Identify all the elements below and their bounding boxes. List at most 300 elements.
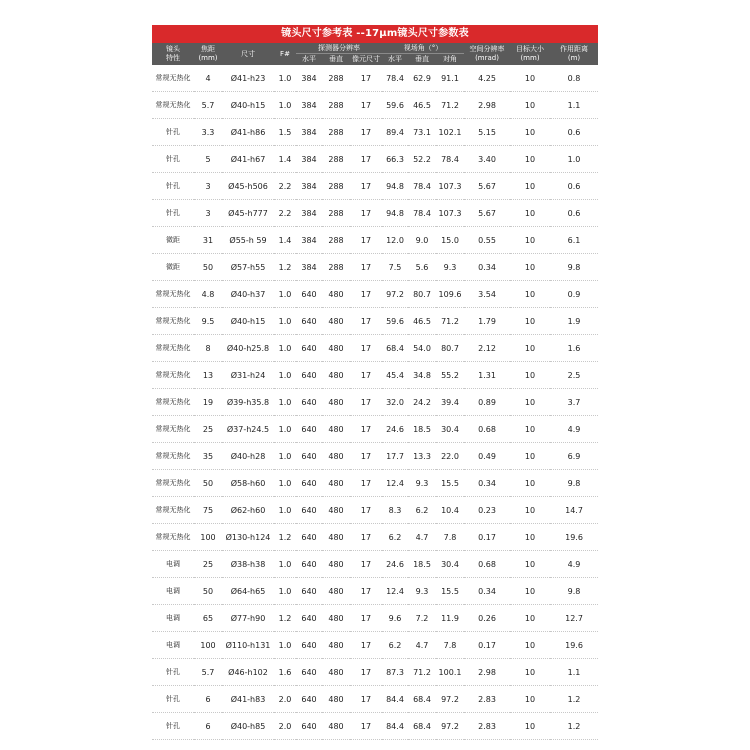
cell-fov-v: 6.2 bbox=[408, 497, 436, 524]
cell-focal: 100 bbox=[194, 632, 222, 659]
cell-fnum: 2.2 bbox=[274, 173, 296, 200]
cell-fov-v: 46.5 bbox=[408, 308, 436, 335]
cell-fov-h: 9.6 bbox=[382, 605, 408, 632]
cell-fov-d: 10.4 bbox=[436, 497, 464, 524]
cell-detector-h: 640 bbox=[296, 659, 322, 686]
cell-size: Ø39-h35.8 bbox=[222, 389, 274, 416]
cell-fov-h: 59.6 bbox=[382, 308, 408, 335]
cell-spatial: 1.31 bbox=[464, 362, 510, 389]
cell-focal: 8 bbox=[194, 335, 222, 362]
cell-detector-v: 288 bbox=[322, 92, 350, 119]
cell-detector-v: 480 bbox=[322, 416, 350, 443]
cell-fnum: 1.2 bbox=[274, 605, 296, 632]
cell-size: Ø130-h124 bbox=[222, 524, 274, 551]
cell-focal: 4.8 bbox=[194, 281, 222, 308]
cell-fov-d: 97.2 bbox=[436, 686, 464, 713]
cell-range: 14.7 bbox=[550, 497, 598, 524]
cell-detector-h: 640 bbox=[296, 578, 322, 605]
cell-focal: 35 bbox=[194, 443, 222, 470]
cell-range: 0.6 bbox=[550, 119, 598, 146]
cell-fov-h: 32.0 bbox=[382, 389, 408, 416]
cell-fnum: 1.0 bbox=[274, 281, 296, 308]
cell-fnum: 1.0 bbox=[274, 551, 296, 578]
cell-range: 2.5 bbox=[550, 362, 598, 389]
table-row bbox=[152, 308, 598, 335]
cell-size: Ø31-h24 bbox=[222, 362, 274, 389]
table-row bbox=[152, 173, 598, 200]
cell-range: 4.9 bbox=[550, 551, 598, 578]
cell-fnum: 1.4 bbox=[274, 227, 296, 254]
cell-detector-h: 384 bbox=[296, 92, 322, 119]
cell-spatial: 4.25 bbox=[464, 65, 510, 92]
cell-detector-h: 640 bbox=[296, 713, 322, 740]
cell-type: 常规无热化 bbox=[152, 443, 194, 470]
cell-range: 1.1 bbox=[550, 92, 598, 119]
cell-fnum: 1.0 bbox=[274, 416, 296, 443]
cell-focal: 5 bbox=[194, 146, 222, 173]
cell-focal: 100 bbox=[194, 524, 222, 551]
cell-detector-h: 384 bbox=[296, 173, 322, 200]
cell-focal: 25 bbox=[194, 416, 222, 443]
cell-size: Ø64-h65 bbox=[222, 578, 274, 605]
cell-fov-d: 15.0 bbox=[436, 227, 464, 254]
cell-target: 10 bbox=[510, 362, 550, 389]
cell-fov-d: 91.1 bbox=[436, 65, 464, 92]
cell-detector-v: 480 bbox=[322, 659, 350, 686]
cell-target: 10 bbox=[510, 470, 550, 497]
cell-spatial: 0.26 bbox=[464, 605, 510, 632]
cell-spatial: 0.68 bbox=[464, 416, 510, 443]
cell-size: Ø38-h38 bbox=[222, 551, 274, 578]
cell-focal: 5.7 bbox=[194, 659, 222, 686]
cell-focal: 31 bbox=[194, 227, 222, 254]
cell-range: 9.8 bbox=[550, 578, 598, 605]
cell-spatial: 0.17 bbox=[464, 632, 510, 659]
table-row bbox=[152, 281, 598, 308]
cell-fov-h: 45.4 bbox=[382, 362, 408, 389]
cell-fov-v: 34.8 bbox=[408, 362, 436, 389]
cell-detector-v: 480 bbox=[322, 497, 350, 524]
cell-pixel: 17 bbox=[350, 416, 382, 443]
cell-spatial: 0.34 bbox=[464, 254, 510, 281]
cell-fov-h: 66.3 bbox=[382, 146, 408, 173]
header-fov-h: 水平 bbox=[382, 54, 408, 66]
cell-fnum: 1.0 bbox=[274, 335, 296, 362]
cell-detector-v: 288 bbox=[322, 254, 350, 281]
table-row bbox=[152, 632, 598, 659]
lens-spec-table bbox=[152, 43, 598, 740]
cell-detector-v: 288 bbox=[322, 173, 350, 200]
cell-target: 10 bbox=[510, 227, 550, 254]
cell-fov-h: 6.2 bbox=[382, 524, 408, 551]
cell-detector-h: 384 bbox=[296, 200, 322, 227]
table-row bbox=[152, 659, 598, 686]
cell-detector-h: 640 bbox=[296, 497, 322, 524]
cell-type: 常规无热化 bbox=[152, 470, 194, 497]
cell-size: Ø37-h24.5 bbox=[222, 416, 274, 443]
cell-focal: 65 bbox=[194, 605, 222, 632]
cell-fov-d: 7.8 bbox=[436, 524, 464, 551]
cell-size: Ø57-h55 bbox=[222, 254, 274, 281]
cell-pixel: 17 bbox=[350, 632, 382, 659]
cell-type: 常规无热化 bbox=[152, 308, 194, 335]
cell-fov-h: 89.4 bbox=[382, 119, 408, 146]
cell-target: 10 bbox=[510, 389, 550, 416]
cell-spatial: 2.98 bbox=[464, 659, 510, 686]
table-row bbox=[152, 524, 598, 551]
cell-range: 0.6 bbox=[550, 200, 598, 227]
cell-fov-h: 97.2 bbox=[382, 281, 408, 308]
header-fov: 视场角（°） bbox=[382, 43, 464, 54]
cell-type: 针孔 bbox=[152, 119, 194, 146]
header-detector-v: 垂直 bbox=[322, 54, 350, 66]
table-body bbox=[152, 65, 598, 740]
cell-focal: 25 bbox=[194, 551, 222, 578]
table-row bbox=[152, 65, 598, 92]
cell-fnum: 1.0 bbox=[274, 362, 296, 389]
cell-pixel: 17 bbox=[350, 443, 382, 470]
cell-target: 10 bbox=[510, 416, 550, 443]
cell-fnum: 2.2 bbox=[274, 200, 296, 227]
cell-detector-h: 640 bbox=[296, 632, 322, 659]
cell-detector-v: 480 bbox=[322, 308, 350, 335]
cell-pixel: 17 bbox=[350, 335, 382, 362]
cell-fnum: 1.0 bbox=[274, 443, 296, 470]
cell-pixel: 17 bbox=[350, 713, 382, 740]
cell-fov-d: 71.2 bbox=[436, 308, 464, 335]
cell-detector-h: 640 bbox=[296, 308, 322, 335]
cell-fov-h: 68.4 bbox=[382, 335, 408, 362]
cell-fov-v: 78.4 bbox=[408, 173, 436, 200]
cell-spatial: 5.67 bbox=[464, 200, 510, 227]
cell-detector-h: 640 bbox=[296, 389, 322, 416]
cell-pixel: 17 bbox=[350, 254, 382, 281]
header-spatial: 空间分辨率 (mrad) bbox=[464, 43, 510, 65]
table-row bbox=[152, 443, 598, 470]
cell-detector-h: 640 bbox=[296, 470, 322, 497]
cell-fnum: 1.0 bbox=[274, 632, 296, 659]
cell-fov-d: 107.3 bbox=[436, 173, 464, 200]
cell-fov-d: 11.9 bbox=[436, 605, 464, 632]
cell-size: Ø110-h131 bbox=[222, 632, 274, 659]
cell-spatial: 2.83 bbox=[464, 713, 510, 740]
cell-detector-h: 640 bbox=[296, 686, 322, 713]
cell-fnum: 1.4 bbox=[274, 146, 296, 173]
cell-fov-h: 78.4 bbox=[382, 65, 408, 92]
cell-range: 3.7 bbox=[550, 389, 598, 416]
cell-type: 电调 bbox=[152, 578, 194, 605]
cell-detector-v: 480 bbox=[322, 632, 350, 659]
cell-fov-h: 84.4 bbox=[382, 713, 408, 740]
cell-detector-h: 640 bbox=[296, 335, 322, 362]
cell-fov-v: 68.4 bbox=[408, 686, 436, 713]
cell-fov-h: 12.4 bbox=[382, 578, 408, 605]
cell-range: 1.1 bbox=[550, 659, 598, 686]
cell-focal: 19 bbox=[194, 389, 222, 416]
cell-fov-h: 24.6 bbox=[382, 551, 408, 578]
cell-detector-v: 480 bbox=[322, 281, 350, 308]
table-row bbox=[152, 578, 598, 605]
cell-spatial: 0.34 bbox=[464, 470, 510, 497]
cell-pixel: 17 bbox=[350, 200, 382, 227]
cell-target: 10 bbox=[510, 281, 550, 308]
cell-pixel: 17 bbox=[350, 173, 382, 200]
cell-size: Ø40-h15 bbox=[222, 92, 274, 119]
cell-fov-d: 80.7 bbox=[436, 335, 464, 362]
cell-fnum: 2.0 bbox=[274, 713, 296, 740]
cell-size: Ø62-h60 bbox=[222, 497, 274, 524]
cell-fov-d: 7.8 bbox=[436, 632, 464, 659]
cell-range: 1.0 bbox=[550, 146, 598, 173]
cell-type: 针孔 bbox=[152, 713, 194, 740]
cell-size: Ø41-h83 bbox=[222, 686, 274, 713]
table-row bbox=[152, 470, 598, 497]
cell-range: 0.8 bbox=[550, 65, 598, 92]
cell-range: 9.8 bbox=[550, 254, 598, 281]
cell-fov-h: 7.5 bbox=[382, 254, 408, 281]
cell-pixel: 17 bbox=[350, 119, 382, 146]
cell-size: Ø41-h23 bbox=[222, 65, 274, 92]
cell-fov-d: 97.2 bbox=[436, 713, 464, 740]
cell-spatial: 0.68 bbox=[464, 551, 510, 578]
cell-detector-v: 480 bbox=[322, 578, 350, 605]
cell-detector-h: 640 bbox=[296, 443, 322, 470]
cell-range: 1.9 bbox=[550, 308, 598, 335]
cell-pixel: 17 bbox=[350, 470, 382, 497]
cell-range: 0.9 bbox=[550, 281, 598, 308]
cell-size: Ø40-h28 bbox=[222, 443, 274, 470]
cell-type: 常规无热化 bbox=[152, 335, 194, 362]
cell-focal: 13 bbox=[194, 362, 222, 389]
cell-target: 10 bbox=[510, 254, 550, 281]
cell-spatial: 5.15 bbox=[464, 119, 510, 146]
cell-fov-h: 8.3 bbox=[382, 497, 408, 524]
cell-detector-v: 288 bbox=[322, 200, 350, 227]
cell-pixel: 17 bbox=[350, 308, 382, 335]
cell-fnum: 1.2 bbox=[274, 254, 296, 281]
table-row bbox=[152, 254, 598, 281]
cell-fnum: 1.0 bbox=[274, 308, 296, 335]
cell-fov-h: 87.3 bbox=[382, 659, 408, 686]
cell-pixel: 17 bbox=[350, 281, 382, 308]
table-row bbox=[152, 686, 598, 713]
cell-fov-h: 84.4 bbox=[382, 686, 408, 713]
cell-pixel: 17 bbox=[350, 686, 382, 713]
cell-type: 常规无热化 bbox=[152, 497, 194, 524]
cell-detector-v: 480 bbox=[322, 686, 350, 713]
cell-detector-v: 480 bbox=[322, 551, 350, 578]
cell-range: 6.1 bbox=[550, 227, 598, 254]
cell-detector-h: 384 bbox=[296, 254, 322, 281]
cell-spatial: 0.89 bbox=[464, 389, 510, 416]
cell-size: Ø45-h777 bbox=[222, 200, 274, 227]
cell-pixel: 17 bbox=[350, 227, 382, 254]
table-row bbox=[152, 551, 598, 578]
cell-spatial: 3.40 bbox=[464, 146, 510, 173]
cell-type: 常规无热化 bbox=[152, 524, 194, 551]
cell-detector-v: 480 bbox=[322, 470, 350, 497]
cell-size: Ø40-h37 bbox=[222, 281, 274, 308]
cell-fov-h: 12.0 bbox=[382, 227, 408, 254]
cell-size: Ø46-h102 bbox=[222, 659, 274, 686]
cell-focal: 75 bbox=[194, 497, 222, 524]
cell-type: 常规无热化 bbox=[152, 362, 194, 389]
cell-type: 针孔 bbox=[152, 686, 194, 713]
cell-fov-v: 62.9 bbox=[408, 65, 436, 92]
cell-detector-h: 640 bbox=[296, 605, 322, 632]
table-row bbox=[152, 92, 598, 119]
header-target: 目标大小 (mm) bbox=[510, 43, 550, 65]
header-fnum: F# bbox=[274, 43, 296, 65]
cell-pixel: 17 bbox=[350, 65, 382, 92]
cell-fnum: 1.6 bbox=[274, 659, 296, 686]
cell-target: 10 bbox=[510, 605, 550, 632]
cell-spatial: 5.67 bbox=[464, 173, 510, 200]
cell-fov-h: 94.8 bbox=[382, 173, 408, 200]
cell-fov-v: 46.5 bbox=[408, 92, 436, 119]
cell-size: Ø45-h506 bbox=[222, 173, 274, 200]
table-row bbox=[152, 227, 598, 254]
cell-range: 6.9 bbox=[550, 443, 598, 470]
cell-fov-v: 78.4 bbox=[408, 200, 436, 227]
cell-fov-v: 4.7 bbox=[408, 524, 436, 551]
cell-target: 10 bbox=[510, 632, 550, 659]
cell-target: 10 bbox=[510, 308, 550, 335]
cell-fov-d: 30.4 bbox=[436, 416, 464, 443]
cell-pixel: 17 bbox=[350, 497, 382, 524]
header-range: 作用距离 (m) bbox=[550, 43, 598, 65]
cell-fnum: 1.0 bbox=[274, 470, 296, 497]
cell-range: 19.6 bbox=[550, 524, 598, 551]
cell-detector-h: 384 bbox=[296, 146, 322, 173]
header-row-top bbox=[152, 43, 598, 54]
table-row bbox=[152, 146, 598, 173]
table-row bbox=[152, 362, 598, 389]
cell-target: 10 bbox=[510, 92, 550, 119]
table-row bbox=[152, 416, 598, 443]
cell-spatial: 2.98 bbox=[464, 92, 510, 119]
lens-spec-sheet bbox=[152, 25, 598, 740]
cell-detector-h: 384 bbox=[296, 119, 322, 146]
cell-size: Ø40-h25.8 bbox=[222, 335, 274, 362]
cell-focal: 4 bbox=[194, 65, 222, 92]
cell-focal: 50 bbox=[194, 470, 222, 497]
cell-fov-h: 59.6 bbox=[382, 92, 408, 119]
cell-size: Ø40-h85 bbox=[222, 713, 274, 740]
cell-type: 针孔 bbox=[152, 173, 194, 200]
cell-fnum: 1.0 bbox=[274, 389, 296, 416]
cell-size: Ø58-h60 bbox=[222, 470, 274, 497]
cell-fov-h: 17.7 bbox=[382, 443, 408, 470]
cell-focal: 5.7 bbox=[194, 92, 222, 119]
cell-detector-h: 640 bbox=[296, 524, 322, 551]
cell-detector-v: 480 bbox=[322, 524, 350, 551]
cell-target: 10 bbox=[510, 551, 550, 578]
cell-type: 电调 bbox=[152, 632, 194, 659]
cell-target: 10 bbox=[510, 173, 550, 200]
cell-fov-v: 7.2 bbox=[408, 605, 436, 632]
cell-type: 针孔 bbox=[152, 200, 194, 227]
cell-fov-v: 54.0 bbox=[408, 335, 436, 362]
cell-fov-d: 55.2 bbox=[436, 362, 464, 389]
table-row bbox=[152, 389, 598, 416]
cell-detector-v: 480 bbox=[322, 443, 350, 470]
cell-fov-v: 4.7 bbox=[408, 632, 436, 659]
cell-pixel: 17 bbox=[350, 605, 382, 632]
table-row bbox=[152, 335, 598, 362]
cell-type: 常规无热化 bbox=[152, 416, 194, 443]
cell-target: 10 bbox=[510, 686, 550, 713]
cell-size: Ø77-h90 bbox=[222, 605, 274, 632]
cell-spatial: 0.55 bbox=[464, 227, 510, 254]
cell-pixel: 17 bbox=[350, 659, 382, 686]
cell-fov-v: 24.2 bbox=[408, 389, 436, 416]
cell-spatial: 2.12 bbox=[464, 335, 510, 362]
cell-type: 电调 bbox=[152, 605, 194, 632]
cell-target: 10 bbox=[510, 335, 550, 362]
cell-fov-d: 107.3 bbox=[436, 200, 464, 227]
cell-focal: 6 bbox=[194, 713, 222, 740]
cell-focal: 3.3 bbox=[194, 119, 222, 146]
cell-detector-v: 288 bbox=[322, 227, 350, 254]
header-size: 尺寸 bbox=[222, 43, 274, 65]
header-detector: 探测器分辨率 bbox=[296, 43, 382, 54]
cell-type: 微距 bbox=[152, 227, 194, 254]
cell-detector-v: 288 bbox=[322, 65, 350, 92]
cell-fov-h: 6.2 bbox=[382, 632, 408, 659]
cell-range: 1.6 bbox=[550, 335, 598, 362]
cell-range: 0.6 bbox=[550, 173, 598, 200]
cell-pixel: 17 bbox=[350, 92, 382, 119]
cell-pixel: 17 bbox=[350, 551, 382, 578]
cell-fov-v: 18.5 bbox=[408, 416, 436, 443]
cell-detector-v: 480 bbox=[322, 713, 350, 740]
cell-target: 10 bbox=[510, 659, 550, 686]
cell-type: 电调 bbox=[152, 551, 194, 578]
cell-type: 针孔 bbox=[152, 659, 194, 686]
cell-type: 常规无热化 bbox=[152, 92, 194, 119]
cell-range: 9.8 bbox=[550, 470, 598, 497]
cell-fnum: 1.0 bbox=[274, 92, 296, 119]
header-detector-h: 水平 bbox=[296, 54, 322, 66]
cell-range: 1.2 bbox=[550, 713, 598, 740]
cell-detector-h: 640 bbox=[296, 551, 322, 578]
cell-fov-v: 68.4 bbox=[408, 713, 436, 740]
cell-detector-v: 288 bbox=[322, 119, 350, 146]
cell-pixel: 17 bbox=[350, 389, 382, 416]
cell-detector-h: 640 bbox=[296, 362, 322, 389]
cell-range: 12.7 bbox=[550, 605, 598, 632]
cell-fov-d: 39.4 bbox=[436, 389, 464, 416]
cell-spatial: 1.79 bbox=[464, 308, 510, 335]
cell-fov-v: 71.2 bbox=[408, 659, 436, 686]
cell-fnum: 1.5 bbox=[274, 119, 296, 146]
cell-size: Ø41-h86 bbox=[222, 119, 274, 146]
cell-pixel: 17 bbox=[350, 524, 382, 551]
cell-size: Ø55-h 59 bbox=[222, 227, 274, 254]
cell-detector-v: 480 bbox=[322, 362, 350, 389]
cell-fov-d: 15.5 bbox=[436, 470, 464, 497]
cell-fov-h: 94.8 bbox=[382, 200, 408, 227]
cell-focal: 6 bbox=[194, 686, 222, 713]
table-row bbox=[152, 713, 598, 740]
cell-fov-v: 13.3 bbox=[408, 443, 436, 470]
cell-fnum: 1.0 bbox=[274, 65, 296, 92]
cell-pixel: 17 bbox=[350, 146, 382, 173]
cell-fnum: 1.2 bbox=[274, 524, 296, 551]
cell-detector-h: 384 bbox=[296, 65, 322, 92]
cell-detector-h: 640 bbox=[296, 281, 322, 308]
